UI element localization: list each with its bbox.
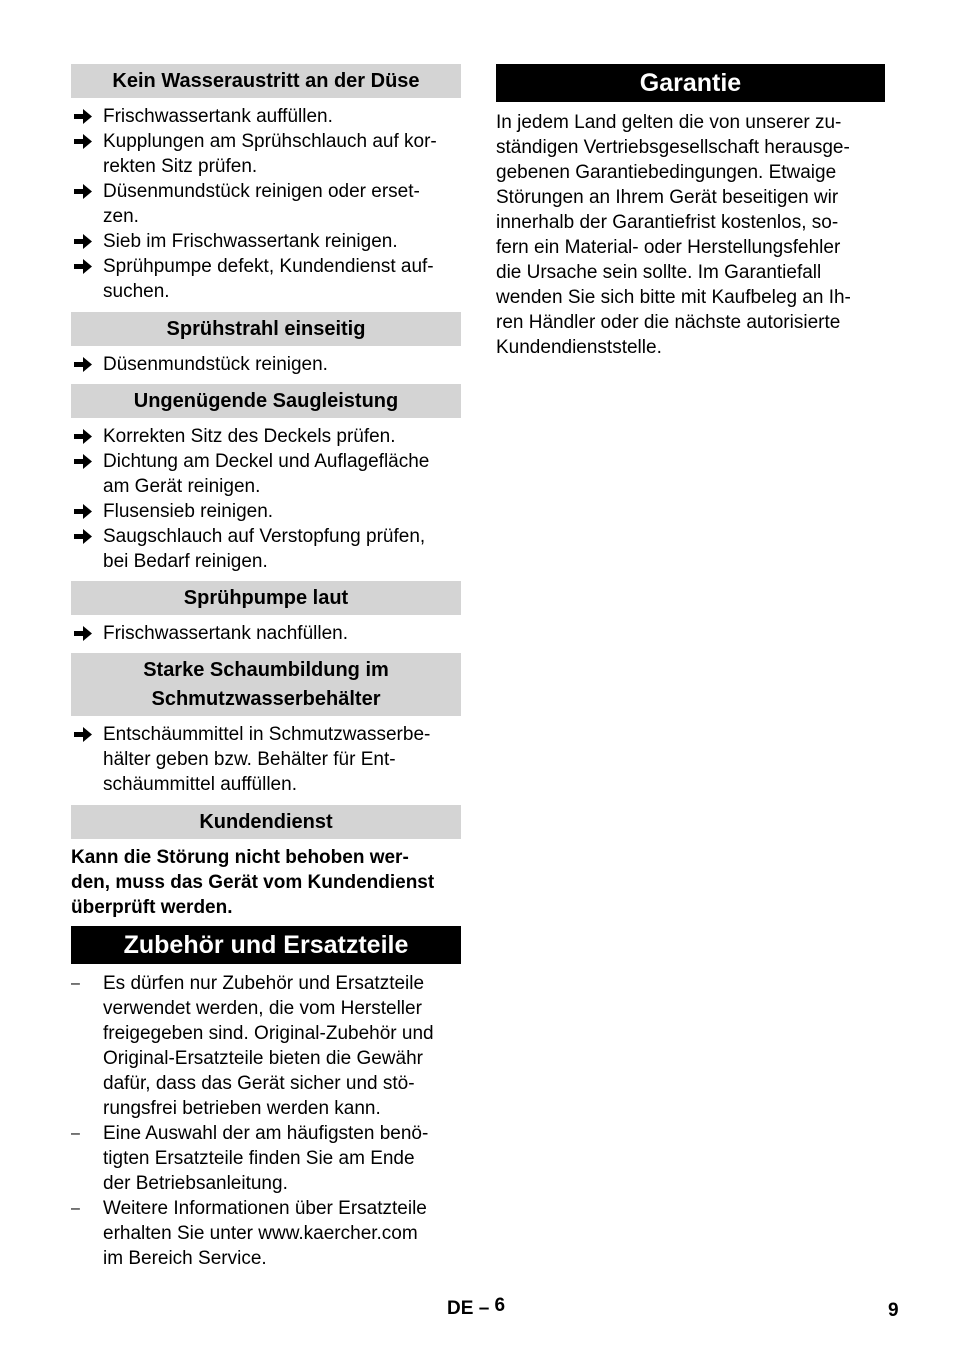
heading-ungenuegende-saugleistung: Ungenügende Saugleistung xyxy=(71,384,461,418)
arrow-right-icon xyxy=(74,529,92,544)
list-item xyxy=(71,971,461,1121)
list-item xyxy=(71,1196,461,1271)
item-line: tigten Ersatzteile finden Sie am Ende xyxy=(103,1148,415,1169)
text-line: Kann die Störung nicht behoben wer- xyxy=(71,847,409,868)
text-line: wenden Sie sich bitte mit Kaufbeleg an Ih- xyxy=(496,287,851,308)
heading-line: Schmutzwasserbehälter xyxy=(151,688,381,710)
arrow-right-icon xyxy=(74,454,92,469)
heading-garantie: Garantie xyxy=(496,64,885,102)
list-item xyxy=(71,524,461,574)
item-line: Flusensieb reinigen. xyxy=(103,501,274,522)
item-line: Entschäummittel in Schmutzwasserbe- xyxy=(103,724,431,745)
item-line: suchen. xyxy=(103,281,170,302)
item-line: erhalten Sie unter www.kaercher.com xyxy=(103,1223,418,1244)
item-line: Eine Auswahl der am häufigsten benö- xyxy=(103,1123,429,1144)
list-item xyxy=(71,449,461,499)
right-column xyxy=(496,64,885,360)
list-item xyxy=(71,1121,461,1196)
item-line: Kupplungen am Sprühschlauch auf kor- xyxy=(103,131,437,152)
kundendienst-text xyxy=(71,845,461,920)
text-line: gebenen Garantiebedingungen. Etwaige xyxy=(496,162,837,183)
footer-sep: – xyxy=(478,1298,490,1319)
item-line: im Bereich Service. xyxy=(103,1248,267,1269)
item-line: Düsenmundstück reinigen. xyxy=(103,354,328,375)
item-line: rungsfrei betrieben werden kann. xyxy=(103,1098,381,1119)
dash-bullet: – xyxy=(71,1200,80,1217)
heading-zubehoer-ersatzteile: Zubehör und Ersatzteile xyxy=(71,926,461,964)
list-spruehpumpe xyxy=(71,621,461,646)
item-line: hälter geben bzw. Behälter für Ent- xyxy=(103,749,396,770)
text-line: ren Händler oder die nächste autorisierte xyxy=(496,312,841,333)
heading-kein-wasseraustritt: Kein Wasseraustritt an der Düse xyxy=(71,64,461,98)
item-line: Original-Ersatzteile bieten die Gewähr xyxy=(103,1048,423,1069)
list-item xyxy=(71,499,461,524)
footer-locator xyxy=(447,1297,505,1321)
list-kein-wasseraustritt xyxy=(71,104,461,304)
text-line: ständigen Vertriebsgesellschaft herausge- xyxy=(496,137,850,158)
arrow-right-icon xyxy=(74,259,92,274)
item-line: Weitere Informationen über Ersatzteile xyxy=(103,1198,427,1219)
arrow-right-icon xyxy=(74,357,92,372)
list-item xyxy=(71,621,461,646)
list-item xyxy=(71,104,461,129)
item-line: Düsenmundstück reinigen oder erset- xyxy=(103,181,420,202)
left-column xyxy=(71,64,461,1271)
item-line: Saugschlauch auf Verstopfung prüfen, xyxy=(103,526,426,547)
list-schaumbildung xyxy=(71,722,461,797)
item-line: freigegeben sind. Original-Zubehör und xyxy=(103,1023,434,1044)
item-line: am Gerät reinigen. xyxy=(103,476,261,497)
footer-lang: DE xyxy=(447,1298,474,1319)
text-line: Kundendienststelle. xyxy=(496,337,662,358)
arrow-right-icon xyxy=(74,184,92,199)
list-spruehstrahl xyxy=(71,352,461,377)
item-line: zen. xyxy=(103,206,139,227)
item-line: Korrekten Sitz des Deckels prüfen. xyxy=(103,426,396,447)
footer-local-page: 6 xyxy=(494,1295,506,1316)
garantie-text xyxy=(496,110,885,360)
heading-kundendienst: Kundendienst xyxy=(71,805,461,839)
text-line: In jedem Land gelten die von unserer zu- xyxy=(496,112,842,133)
arrow-right-icon xyxy=(74,626,92,641)
item-line: rekten Sitz prüfen. xyxy=(103,156,258,177)
list-item xyxy=(71,352,461,377)
list-zubehoer xyxy=(71,971,461,1271)
arrow-right-icon xyxy=(74,234,92,249)
list-item xyxy=(71,179,461,229)
text-line: den, muss das Gerät vom Kundendienst xyxy=(71,872,435,893)
arrow-right-icon xyxy=(74,727,92,742)
dash-bullet: – xyxy=(71,1125,80,1142)
arrow-right-icon xyxy=(74,134,92,149)
item-line: Es dürfen nur Zubehör und Ersatzteile xyxy=(103,973,425,994)
item-line: schäummittel auffüllen. xyxy=(103,774,297,795)
item-line: verwendet werden, die vom Hersteller xyxy=(103,998,422,1019)
text-line: innerhalb der Garantiefrist kostenlos, so- xyxy=(496,212,839,233)
text-line: die Ursache sein sollte. Im Garantiefall xyxy=(496,262,822,283)
arrow-right-icon xyxy=(74,109,92,124)
item-line: Sieb im Frischwassertank reinigen. xyxy=(103,231,398,252)
list-item xyxy=(71,229,461,254)
heading-spruehstrahl-einseitig: Sprühstrahl einseitig xyxy=(71,312,461,346)
item-line: bei Bedarf reinigen. xyxy=(103,551,268,572)
arrow-right-icon xyxy=(74,504,92,519)
list-item xyxy=(71,129,461,179)
item-line: Frischwassertank nachfüllen. xyxy=(103,623,348,644)
heading-spruehpumpe-laut: Sprühpumpe laut xyxy=(71,581,461,615)
list-item xyxy=(71,424,461,449)
heading-line: Starke Schaumbildung im xyxy=(143,659,389,681)
text-line: überprüft werden. xyxy=(71,897,233,918)
list-item xyxy=(71,254,461,304)
list-item xyxy=(71,722,461,797)
item-line: dafür, dass das Gerät sicher und stö- xyxy=(103,1073,415,1094)
item-line: der Betriebsanleitung. xyxy=(103,1173,288,1194)
item-line: Dichtung am Deckel und Auflagefläche xyxy=(103,451,430,472)
text-line: Störungen an Ihrem Gerät beseitigen wir xyxy=(496,187,839,208)
page-number: 9 xyxy=(888,1300,899,1321)
dash-bullet: – xyxy=(71,975,80,992)
heading-starke-schaumbildung xyxy=(71,653,461,716)
text-line: fern ein Material- oder Herstellungsfehler xyxy=(496,237,841,258)
item-line: Frischwassertank auffüllen. xyxy=(103,106,333,127)
arrow-right-icon xyxy=(74,429,92,444)
list-saugleistung xyxy=(71,424,461,574)
item-line: Sprühpumpe defekt, Kundendienst auf- xyxy=(103,256,434,277)
